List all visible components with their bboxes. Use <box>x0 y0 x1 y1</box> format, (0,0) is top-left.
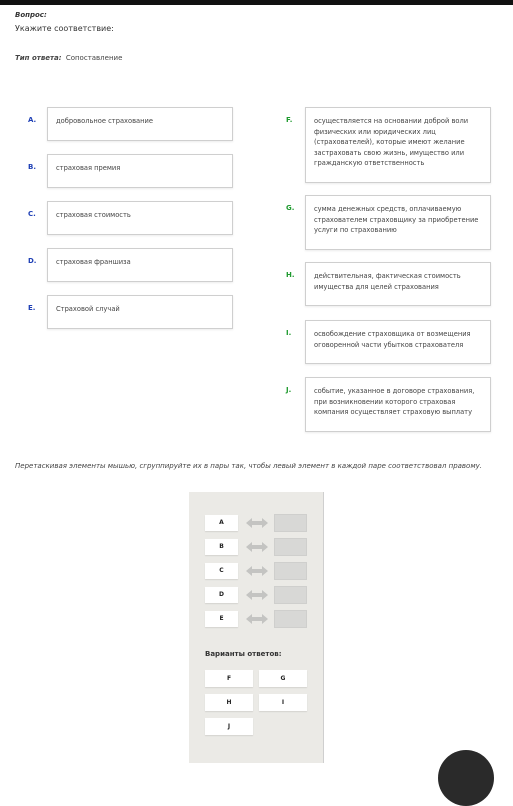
answer-chip-h[interactable]: H <box>205 694 253 711</box>
left-item-a[interactable]: добровольное страхование <box>47 107 233 141</box>
right-item-i[interactable]: освобождение страховщика от возмещения оговоренной части убытков страхователя <box>305 320 491 364</box>
right-item-j[interactable]: событие, указанное в договоре страхования, при возникновении которого страховая компания осуществляет страховую выплату <box>305 377 491 432</box>
answer-chip-f[interactable]: F <box>205 670 253 687</box>
slot-key-e: E <box>205 611 238 627</box>
double-arrow-icon <box>246 590 268 600</box>
slot-key-d: D <box>205 587 238 603</box>
left-item-b[interactable]: страховая премия <box>47 154 233 188</box>
left-key-c: C. <box>28 210 36 218</box>
right-key-i: I. <box>286 329 292 337</box>
drop-slot-c[interactable] <box>274 562 307 580</box>
double-arrow-icon <box>246 566 268 576</box>
left-key-d: D. <box>28 257 37 265</box>
question-text: Укажите соответствие: <box>15 24 114 33</box>
drop-slot-b[interactable] <box>274 538 307 556</box>
left-key-a: A. <box>28 116 37 124</box>
right-item-g[interactable]: сумма денежных средств, оплачиваемую страхователем страховщику за приобретение услуги по страхованию <box>305 195 491 250</box>
right-key-f: F. <box>286 116 293 124</box>
right-key-j: J. <box>286 386 292 394</box>
slot-key-b: B <box>205 539 238 555</box>
answer-type <box>15 54 122 62</box>
answer-type-label: Тип ответа: <box>15 54 62 62</box>
double-arrow-icon <box>246 518 268 528</box>
right-item-h[interactable]: действительная, фактическая стоимость имущества для целей страхования <box>305 262 491 306</box>
answer-chip-g[interactable]: G <box>259 670 307 687</box>
answer-chip-j[interactable]: J <box>205 718 253 735</box>
left-item-d[interactable]: страховая франшиза <box>47 248 233 282</box>
left-item-c[interactable]: страховая стоимость <box>47 201 233 235</box>
drop-slot-d[interactable] <box>274 586 307 604</box>
top-bar <box>0 0 513 5</box>
instruction-text: Перетаскивая элементы мышью, сгруппируйте их в пары так, чтобы левый элемент в каждой паре соответствовал правому. <box>15 462 482 470</box>
slot-key-a: A <box>205 515 238 531</box>
double-arrow-icon <box>246 542 268 552</box>
left-key-e: E. <box>28 304 36 312</box>
left-item-e[interactable]: Страховой случай <box>47 295 233 329</box>
drop-slot-e[interactable] <box>274 610 307 628</box>
answer-type-value: Сопоставление <box>65 54 123 62</box>
right-key-h: H. <box>286 271 295 279</box>
right-key-g: G. <box>286 204 295 212</box>
left-key-b: B. <box>28 163 36 171</box>
floating-action-button[interactable] <box>438 750 494 806</box>
drop-slot-a[interactable] <box>274 514 307 532</box>
answer-chip-i[interactable]: I <box>259 694 307 711</box>
right-item-f[interactable]: осуществляется на основании доброй воли физических или юридических лиц (страхователей), которые имеют желание застраховать свою жизнь, имущество или гражданскую ответственность <box>305 107 491 183</box>
answers-title: Варианты ответов: <box>205 650 282 658</box>
slot-key-c: C <box>205 563 238 579</box>
question-label: Вопрос: <box>15 11 47 19</box>
double-arrow-icon <box>246 614 268 624</box>
